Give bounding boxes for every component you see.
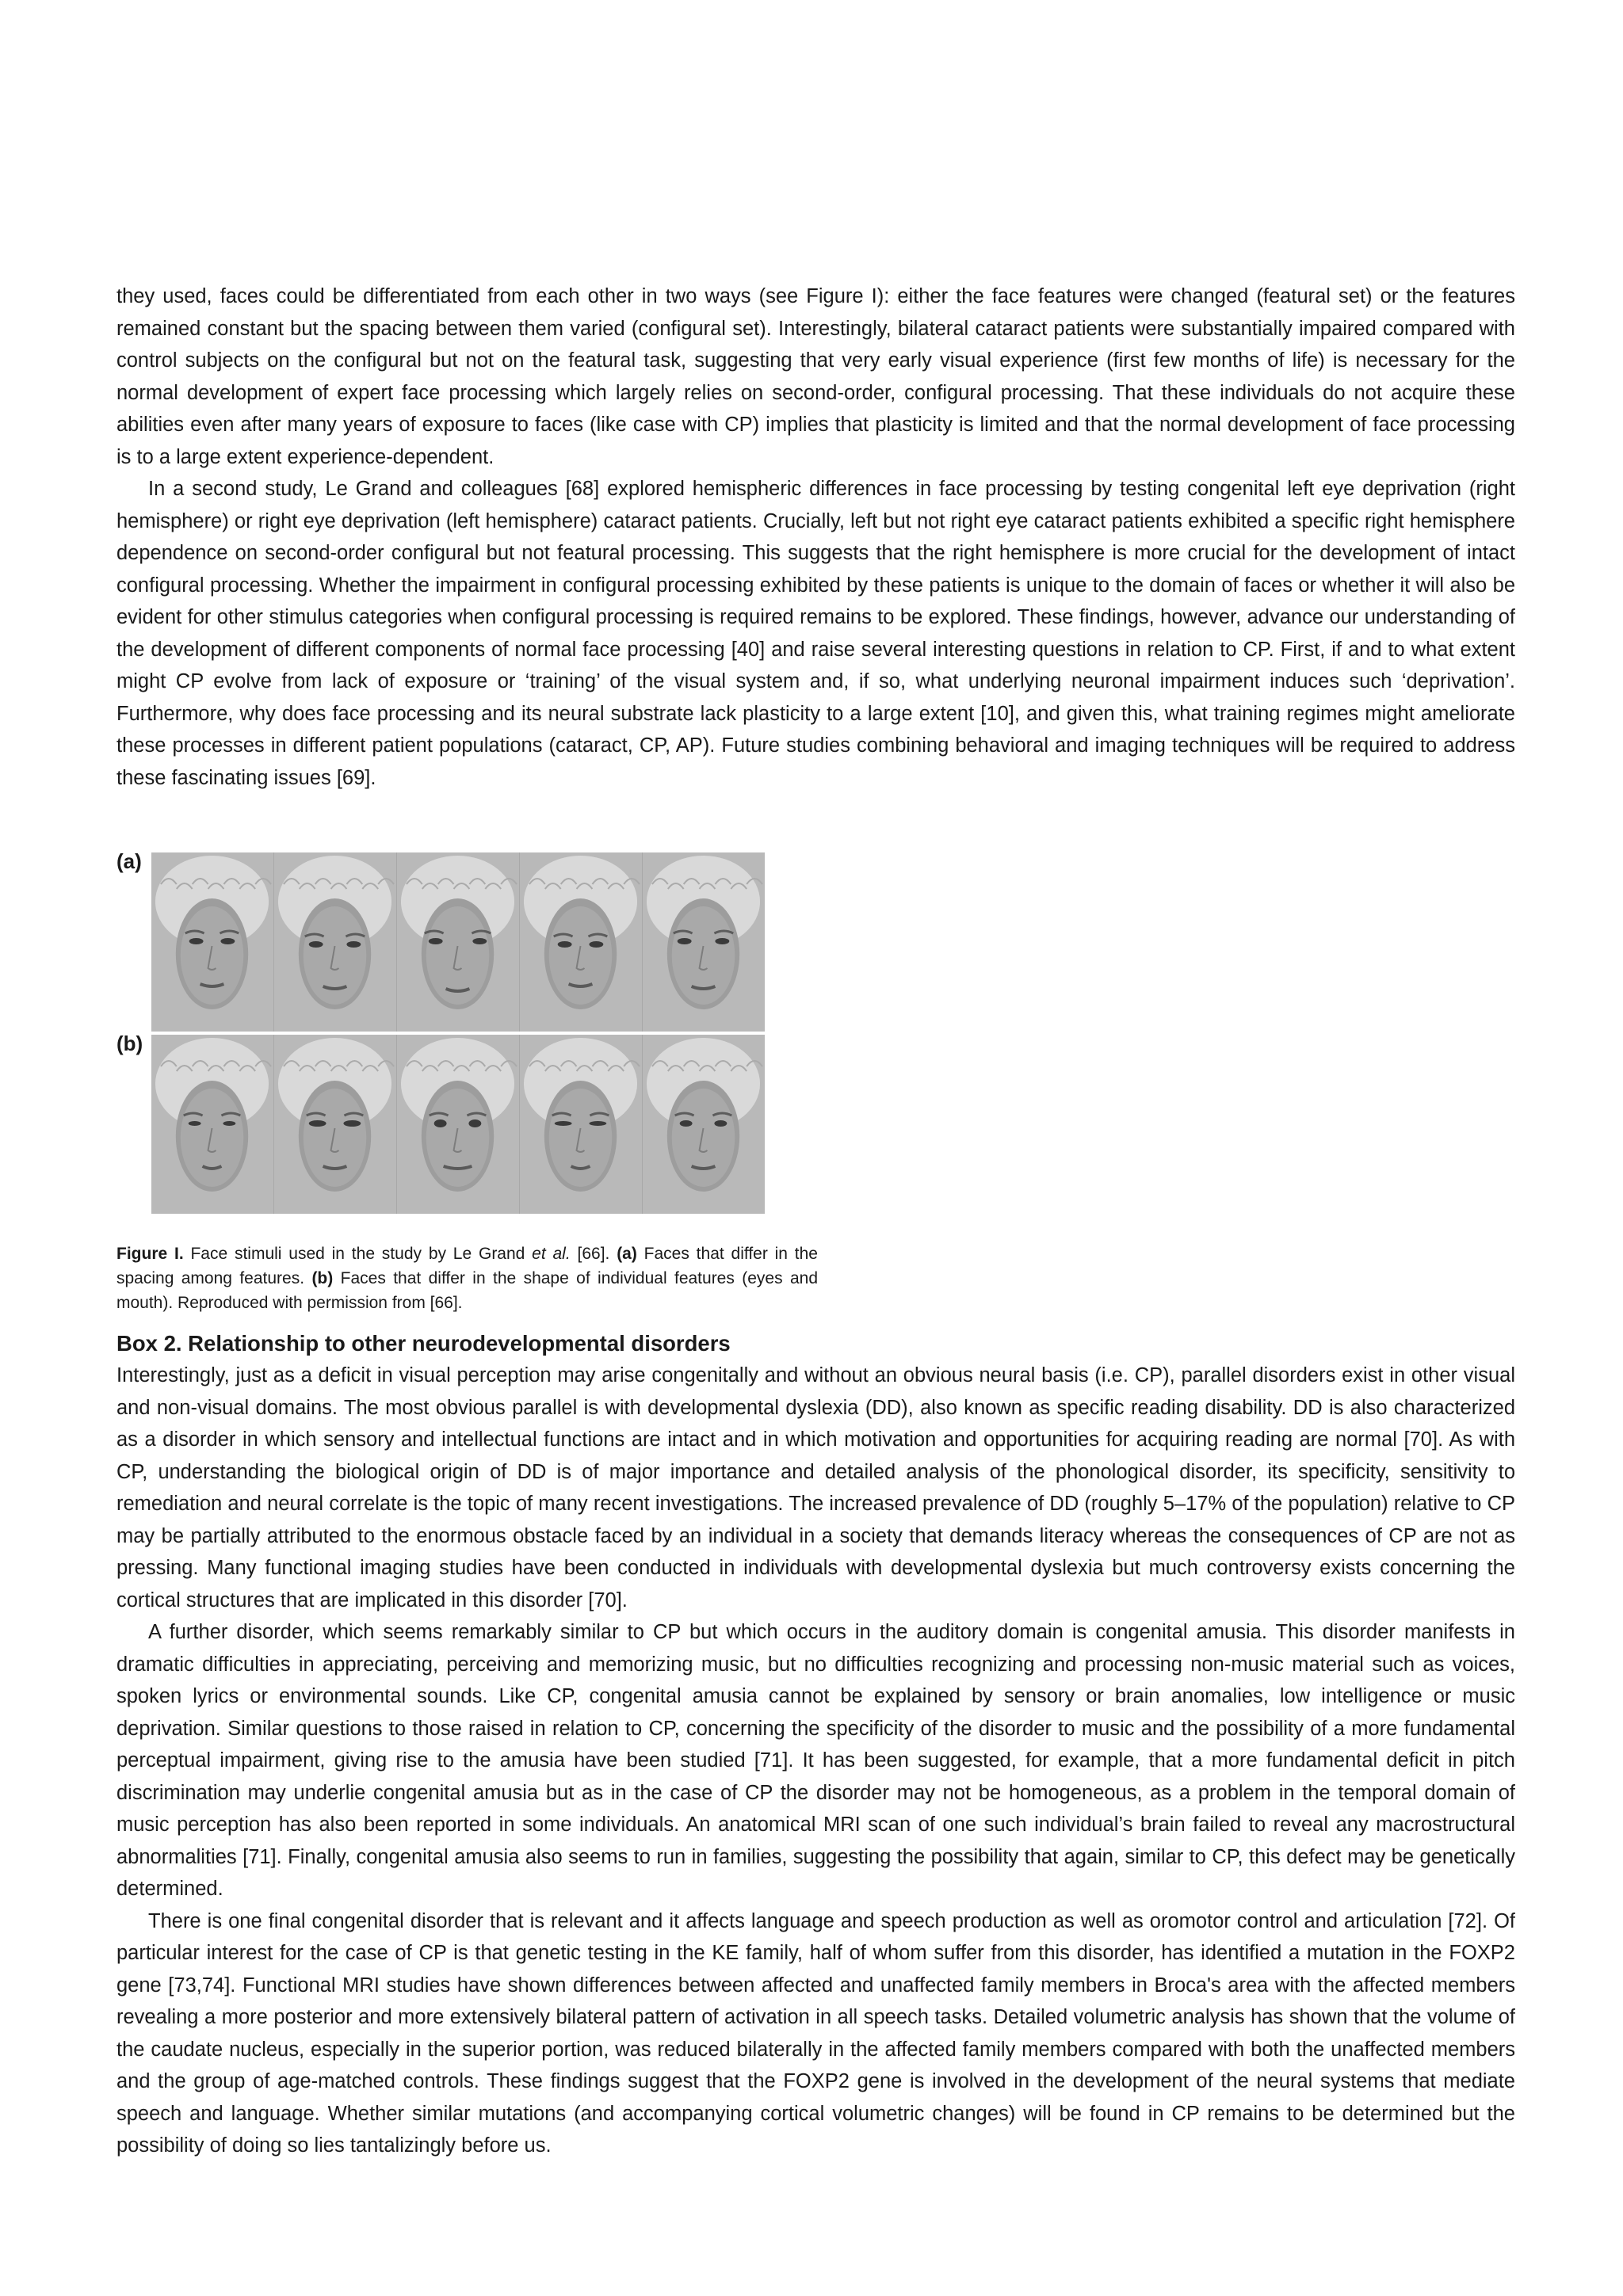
intro-paragraph-1: they used, faces could be differentiated from each other in two ways (see Figure I): either the face features were changed (featural set) or the features remained constant but the spacing between them varied (configural set). Interestingly, bilateral cataract patients were substantially impaired compared with control subjects on the configural but not on the featural task, suggesting that very early visual experience (first few months of life) is necessary for the normal development of expert face processing which largely relies on second-order, configural processing. That these individuals do not acquire these abilities even after many years of exposure to faces (like case with CP) implies that plasticity is limited and that the normal development of face processing is to a large extent experience-dependent. [116,285,1515,468]
caption-text-4: Faces that differ in the shape of individual features (eyes and mouth). Reproduced with permission from [66]. [116,1269,819,1312]
intro-paragraph-2: In a second study, Le Grand and colleagues [68] explored hemispheric differences in face processing by testing congenital left eye deprivation (right hemisphere) or right eye deprivation (left hemisphere) cataract patients. Crucially, left but not right eye cataract patients exhibited a specific right hemisphere dependence on second-order configural but not featural processing. This suggests that the right hemisphere is more crucial for the development of intact configural processing. Whether the impairment in configural processing exhibited by these patients is unique to the domain of faces or whether it will also be evident for other stimulus categories when configural processing is required remains to be explored. These findings, however, advance our understanding of the development of different components of normal face processing [40] and raise several interesting questions in relation to CP. First, if and to what extent might CP evolve from lack of exposure or ‘training’ of the visual system and, if so, what underlying neuronal impairment induces such ‘deprivation’. Furthermore, why does face processing and its neural substrate lack plasticity to a large extent [10], and given this, what training regimes might ameliorate these processes in different patient populations (cataract, CP, AP). Future studies combining behavioral and imaging techniques will be required to address these fascinating issues [69]. [116,478,1515,789]
figure-caption [116,1241,818,1315]
box-paragraph-3: There is one final congenital disorder that is relevant and it affects language and speech production as well as oromotor control and articulation [72]. Of particular interest for the case of CP is that genetic testing in the KE family, half of whom suffer from this disorder, has identified a mutation in the FOXP2 gene [73,74]. Functional MRI studies have shown differences between affected and unaffected family members in Broca's area with the affected members revealing a more posterior and more extensively bilateral pattern of activation in all speech tasks. Detailed volumetric analysis has shown that the volume of the caudate nucleus, especially in the superior portion, was reduced bilaterally in the affected family members compared with both the unaffected members and the group of age-matched controls. These findings suggest that the FOXP2 gene is involved in the development of the neural systems that mediate speech and language. Whether similar mutations (and accompanying cortical volumetric changes) will be found in CP remains to be determined but the possibility of doing so lies tantalizingly before us. [116,1909,1515,2157]
caption-text-2: [66]. [570,1245,617,1263]
caption-et-al: et al. [532,1245,571,1263]
caption-text-1: Face stimuli used in the study by Le Grand [183,1245,533,1263]
box-paragraph-2: A further disorder, which seems remarkably similar to CP but which occurs in the auditory domain is congenital amusia. This disorder manifests in dramatic difficulties in appreciating, perceiving and memorizing music, but no difficulties recognizing and processing non-music material such as voices, spoken lyrics or environmental sounds. Like CP, congenital amusia cannot be explained by sensory or brain anomalies, low intelligence or music deprivation. Similar questions to those raised in relation to CP, concerning the specificity of the disorder to music and the possibility of a more fundamental perceptual impairment, giving rise to the amusia have been studied [71]. It has been suggested, for example, that a more fundamental deficit in pitch discrimination may underlie congenital amusia but as in the case of CP the disorder may not be homogeneous, as a problem in the temporal domain of music perception has also been reported in some individuals. An anatomical MRI scan of one such individual’s brain failed to reveal any macrostructural abnormalities [71]. Finally, congenital amusia also seems to run in families, suggesting the possibility that again, similar to CP, this defect may be genetically determined. [116,1621,1515,1900]
face-image [274,852,397,1032]
face-image [643,1035,765,1214]
caption-a-label: (a) [617,1245,637,1263]
caption-b-label: (b) [311,1269,334,1287]
panel-b-label: (b) [116,1032,143,1055]
faces-row-features [151,1035,765,1214]
caption-label: Figure I. [116,1245,184,1263]
face-image [397,1035,520,1214]
caption-text-3: Faces that differ in the spacing among features. [116,1245,818,1287]
face-image [520,852,643,1032]
box-2 [116,1328,1515,2162]
face-image [520,1035,643,1214]
panel-a-label: (a) [116,849,142,873]
box-title: Box 2. Relationship to other neurodevelopmental disorders [116,1331,731,1356]
faces-row-spacing [151,852,765,1032]
face-image [274,1035,397,1214]
face-image [643,852,765,1032]
box-paragraph-1: Interestingly, just as a deficit in visual perception may arise congenitally and without an obvious neural basis (i.e. CP), parallel disorders exist in other visual and non-visual domains. The most obvious parallel is with developmental dyslexia (DD), also known as specific reading disability. DD is also characterized as a disorder in which sensory and intellectual functions are intact and in which motivation and opportunities for acquiring reading are normal [70]. As with CP, understanding the biological origin of DD is of major importance and detailed analysis of the phonological disorder, its specificity, sensitivity to remediation and neural correlate is the topic of many recent investigations. The increased prevalence of DD (roughly 5–17% of the population) relative to CP may be partially attributed to the enormous obstacle faced by an individual in a society that demands literacy whereas the consequences of CP are not as pressing. Many functional imaging studies have been conducted in individuals with developmental dyslexia but much controversy exists concerning the cortical structures that are implicated in this disorder [70]. [116,1364,1515,1611]
intro-text [116,280,1515,794]
face-image [151,852,274,1032]
face-image [151,1035,274,1214]
face-image [397,852,520,1032]
